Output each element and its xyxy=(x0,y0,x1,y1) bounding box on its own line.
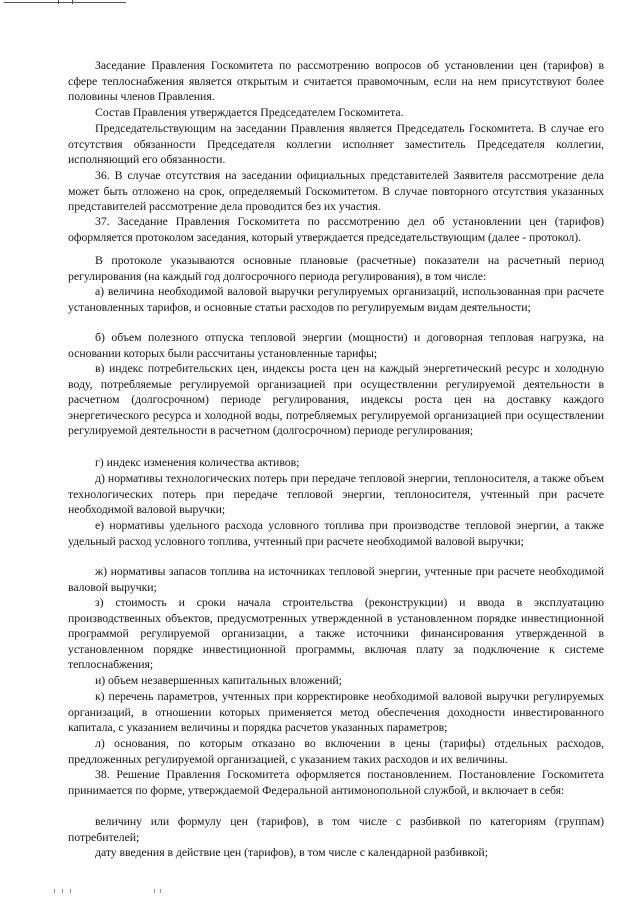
list-item-k: к) перечень параметров, учтенных при корректировке необходимой валовой выручки регулируемых организаций, в отношении которых применяется метод обеспечения доходности инвестированного капитала, с указанием величины и порядка расчетов указанных параметров; xyxy=(68,689,604,735)
paragraph-meeting-quorum: Заседание Правления Госкомитета по рассмотрению вопросов об установлении цен (тарифов) в сфере теплоснабжения является открытым и считается правомочным, если на нем присутствуют более половины членов Правления. xyxy=(68,58,604,104)
paragraph-clause-36: 36. В случае отсутствия на заседании официальных представителей Заявителя рассмотрение дела может быть отложено на срок, определяемый Госкомитетом. В случае повторного отсутствия указанных представителей рассмотрение дела проводится без их участия. xyxy=(68,168,604,214)
list-item-i: и) объем незавершенных капитальных вложений; xyxy=(95,673,342,687)
top-tick-mark xyxy=(58,0,59,4)
paragraph-protocol-indicators: В протоколе указываются основные плановые (расчетные) показатели на расчетный период регулирования (на каждый год долгосрочного периода регулирования), в том числе: xyxy=(68,253,604,283)
list-item-b: б) объем полезного отпуска тепловой энергии (мощности) и договорная тепловая нагрузка, на основании которых были рассчитаны установленные тарифы; xyxy=(68,330,604,360)
top-border-line xyxy=(4,2,126,3)
paragraph-clause-38: 38. Решение Правления Госкомитета оформляется постановлением. Постановление Госкомитета принимается по форме, утверждаемой Федеральной антимонопольной службой, и включает в себя: xyxy=(68,767,604,797)
paragraph-presiding-chair: Председательствующим на заседании Правления является Председатель Госкомитета. В случае его отсутствия обязанности Председателя коллегии исполняет заместитель Председателя коллегии, исполняющий его обязанности. xyxy=(68,121,604,167)
list-item-l: л) основания, по которым отказано во включении в цены (тарифы) отдельных расходов, предложенных регулируемой организацией, с указанием таких расходов и их величины. xyxy=(68,736,604,766)
paragraph-board-composition: Состав Правления утверждается Председателем Госкомитета. xyxy=(95,105,404,119)
paragraph-price-formula: величину или формулу цен (тарифов), в том числе с разбивкой по категориям (группам) потребителей; xyxy=(68,814,604,844)
paragraph-clause-37: 37. Заседание Правления Госкомитета по рассмотрению дел об установлении цен (тарифов) оформляется протоколом заседания, который утверждается председательствующим (далее - протокол). xyxy=(68,214,604,244)
list-item-v: в) индекс потребительских цен, индексы роста цен на каждый энергетический ресурс и холодную воду, потребляемые регулируемой организацией при осуществлении регулируемой деятельности в расчетном (долгосрочном) периоде регулирования, индексы роста цен на доставку каждого энергетического ресурса и холодной воды, потребляемых регулируемой организацией при осуществлении регулируемой деятельности в расчетном (долгосрочном) периоде регулирования; xyxy=(68,361,604,438)
top-tick-mark xyxy=(72,0,73,4)
list-item-g: г) индекс изменения количества активов; xyxy=(95,455,300,469)
list-item-e: е) нормативы удельного расхода условного топлива при производстве тепловой энергии, а также удельный расход условного топлива, учтенный при расчете необходимой валовой выручки; xyxy=(68,518,604,548)
list-item-d: д) нормативы технологических потерь при передаче тепловой энергии, теплоносителя, а также объем технологических потерь при передаче тепловой энергии, теплоносителя, учтенный при расчете необходимой валовой выручки; xyxy=(68,471,604,517)
list-item-z: з) стоимость и сроки начала строительства (реконструкции) и ввода в эксплуатацию производственных объектов, предусмотренных утвержденной в установленном порядке инвестиционной программой регулируемой организации, а также источники финансирования утвержденной в установленном порядке инвестиционной программы, включая плату за подключение к системе теплоснабжения; xyxy=(68,595,604,672)
paragraph-effective-date: дату введения в действие цен (тарифов), в том числе с календарной разбивкой; xyxy=(95,845,488,859)
scan-artifact-marks xyxy=(54,889,194,895)
list-item-zh: ж) нормативы запасов топлива на источниках тепловой энергии, учтенные при расчете необходимой валовой выручки; xyxy=(68,564,604,594)
list-item-a: а) величина необходимой валовой выручки регулируемых организаций, использованная при расчете установленных тарифов, и основные статьи расходов по регулируемым видам деятельности; xyxy=(68,284,604,314)
